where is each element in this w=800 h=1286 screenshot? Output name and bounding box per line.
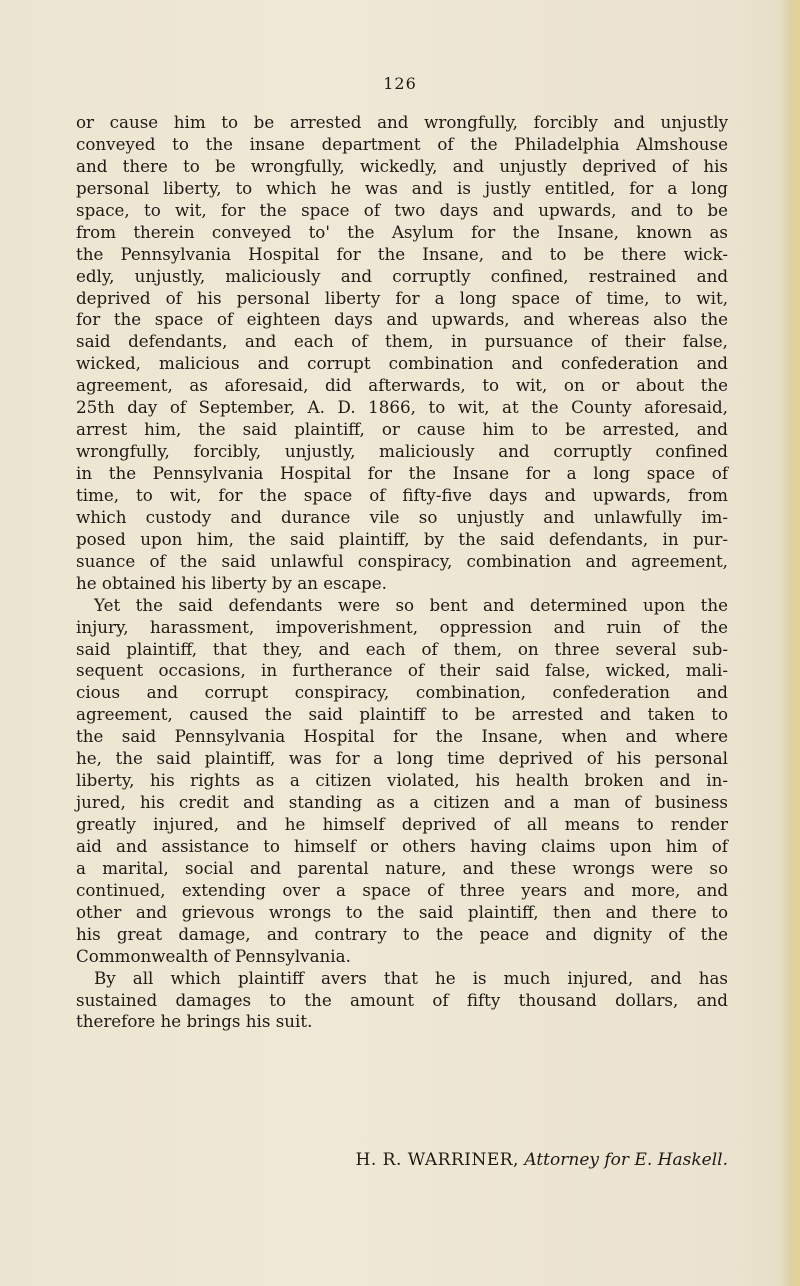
signature-line bbox=[76, 1150, 728, 1170]
text-line: he obtained his liberty by an escape. bbox=[76, 572, 387, 593]
text-line: greatly injured, and he himself deprived of all means to render bbox=[76, 814, 728, 834]
text-line: wrongfully, forcibly, unjustly, maliciously and corruptly confined bbox=[76, 441, 728, 462]
text-line: his great damage, and contrary to the peace and dignity of the bbox=[76, 923, 728, 944]
text-line: he, the said plaintiff, was for a long time deprived of his personal bbox=[76, 748, 728, 769]
text-line: continued, extending over a space of three years and more, and bbox=[76, 879, 728, 900]
text-line: said plaintiff, that they, and each of them, on three several sub- bbox=[76, 638, 728, 659]
page-number: 126 bbox=[383, 74, 417, 93]
text-line: sequent occasions, in furtherance of their said false, wicked, mali- bbox=[76, 660, 728, 681]
text-line: Yet the said defendants were so bent and determined upon the bbox=[94, 594, 728, 615]
text-line: which custody and durance vile so unjustly and unlawfully im- bbox=[76, 506, 728, 527]
text-line: jured, his credit and standing as a citizen and a man of business bbox=[76, 792, 728, 813]
page-edge-discoloration bbox=[778, 0, 800, 1286]
body-text bbox=[76, 112, 728, 1033]
attorney-name: H. R. WARRINER, bbox=[355, 1150, 519, 1170]
text-line: deprived of his personal liberty for a long space of time, to wit, bbox=[76, 287, 728, 308]
text-line: from therein conveyed to' the Asylum for the Insane, known as bbox=[76, 221, 728, 242]
text-line: sustained damages to the amount of fifty thousand dollars, and bbox=[76, 989, 728, 1010]
text-line: edly, unjustly, maliciously and corruptly confined, restrained and bbox=[76, 265, 728, 286]
text-line: conveyed to the insane department of the Philadelphia Almshouse bbox=[76, 133, 728, 154]
attorney-role: Attorney for E. Haskell. bbox=[524, 1150, 728, 1170]
text-line: liberty, his rights as a citizen violated, his health broken and in- bbox=[76, 770, 728, 791]
paragraph bbox=[76, 595, 728, 968]
paragraph bbox=[76, 968, 728, 1034]
text-line: the said Pennsylvania Hospital for the Insane, when and where bbox=[76, 726, 728, 747]
text-line: 25th day of September, A. D. 1866, to wit, at the County aforesaid, bbox=[76, 397, 728, 418]
text-line: agreement, as aforesaid, did afterwards, to wit, on or about the bbox=[76, 375, 728, 396]
text-line: the Pennsylvania Hospital for the Insane, and to be there wick- bbox=[76, 243, 728, 264]
text-line: a marital, social and parental nature, and these wrongs were so bbox=[76, 857, 728, 878]
text-line: wicked, malicious and corrupt combination and confederation and bbox=[76, 353, 728, 374]
text-line: therefore he brings his suit. bbox=[76, 1011, 313, 1032]
text-line: aid and assistance to himself or others having claims upon him of bbox=[76, 835, 728, 856]
text-line: personal liberty, to which he was and is justly entitled, for a long bbox=[76, 177, 728, 198]
text-line: for the space of eighteen days and upwards, and whereas also the bbox=[76, 309, 728, 330]
text-line: By all which plaintiff avers that he is much injured, and has bbox=[94, 967, 728, 988]
text-line: and there to be wrongfully, wickedly, and unjustly deprived of his bbox=[76, 155, 728, 176]
text-line: other and grievous wrongs to the said plaintiff, then and there to bbox=[76, 901, 728, 922]
text-line: Commonwealth of Pennsylvania. bbox=[76, 945, 351, 966]
text-line: agreement, caused the said plaintiff to be arrested and taken to bbox=[76, 704, 728, 725]
text-line: posed upon him, the said plaintiff, by the said defendants, in pur- bbox=[76, 528, 728, 549]
text-line: suance of the said unlawful conspiracy, combination and agreement, bbox=[76, 550, 728, 571]
text-line: in the Pennsylvania Hospital for the Insane for a long space of bbox=[76, 463, 728, 483]
text-line: space, to wit, for the space of two days and upwards, and to be bbox=[76, 199, 728, 220]
paragraph bbox=[76, 112, 728, 595]
text-line: injury, harassment, impoverishment, oppression and ruin of the bbox=[76, 616, 728, 637]
text-line: said defendants, and each of them, in pursuance of their false, bbox=[76, 331, 728, 352]
text-line: cious and corrupt conspiracy, combination, confederation and bbox=[76, 682, 728, 703]
text-line: arrest him, the said plaintiff, or cause him to be arrested, and bbox=[76, 419, 728, 440]
text-line: time, to wit, for the space of fifty-five days and upwards, from bbox=[76, 484, 728, 505]
text-line: or cause him to be arrested and wrongfully, forcibly and unjustly bbox=[76, 112, 728, 132]
